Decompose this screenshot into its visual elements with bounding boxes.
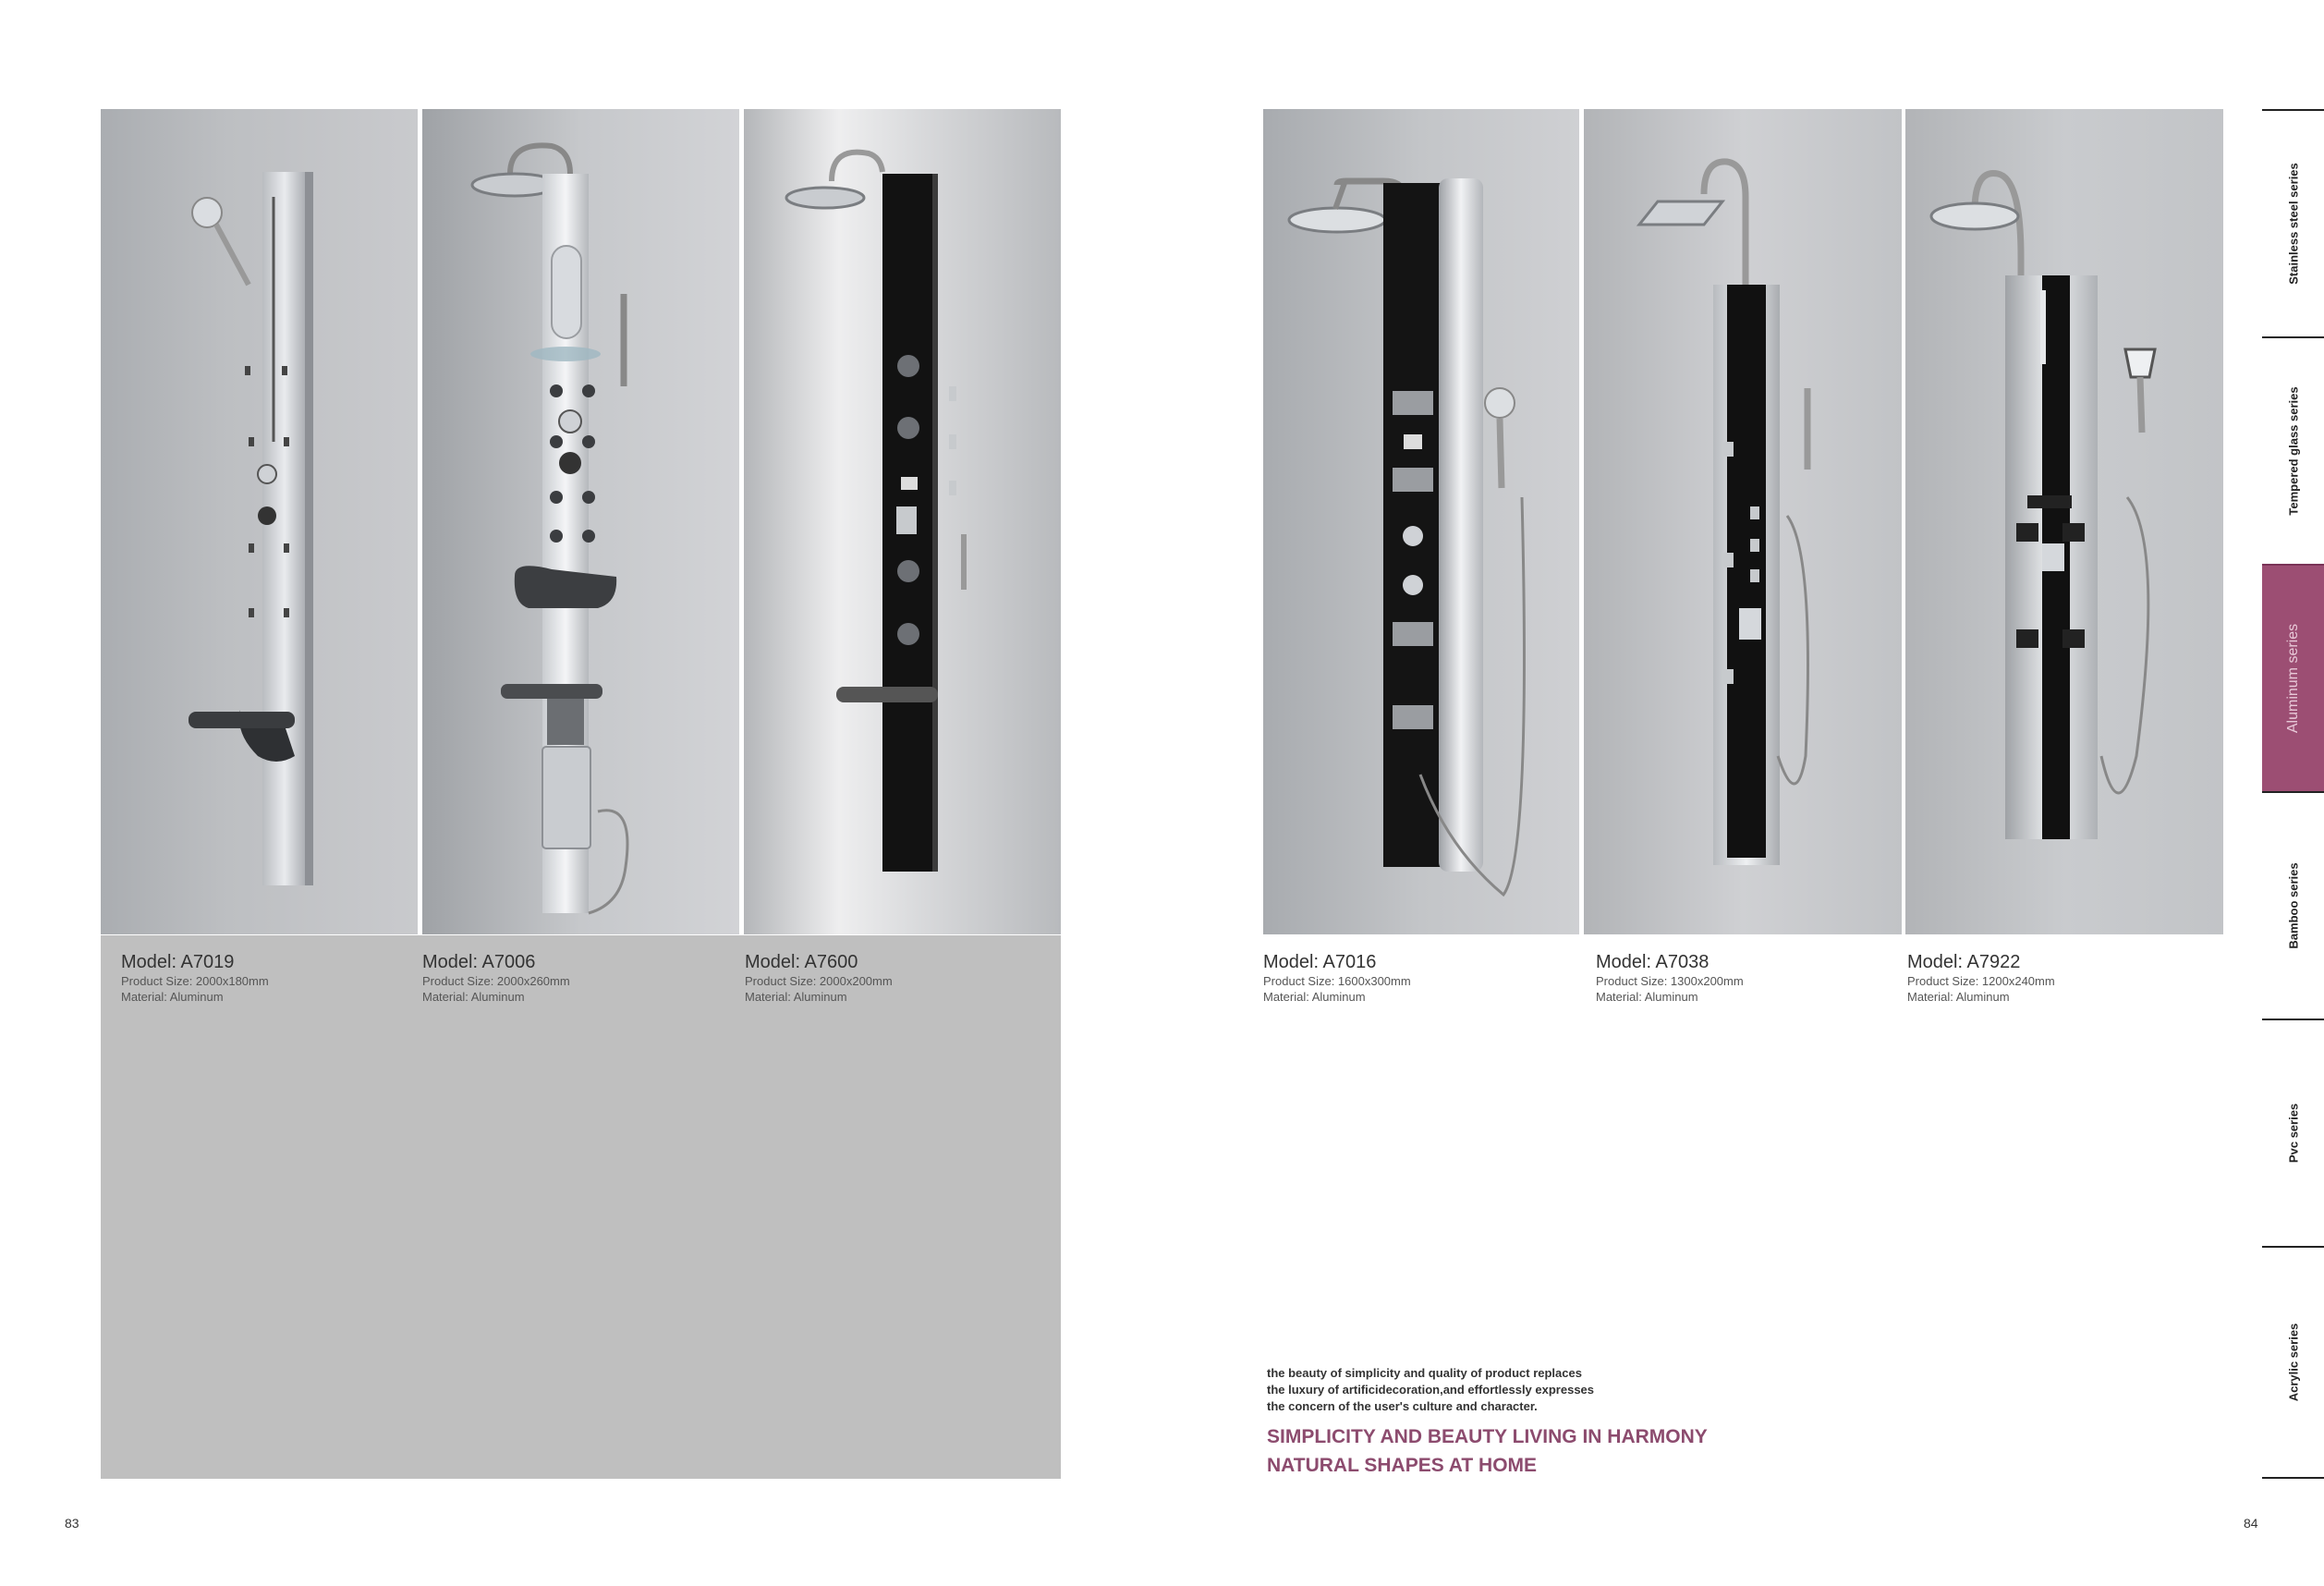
- product-photo-a7600: [744, 109, 1061, 934]
- product-photo-a7019: [101, 109, 418, 934]
- tagline-line: the luxury of artificidecoration,and effortlessly expresses: [1267, 1383, 1595, 1397]
- product-caption-a7922: [1907, 951, 2203, 1005]
- model-label: Model: A7600: [745, 952, 858, 972]
- tab-bamboo-series[interactable]: [2262, 791, 2324, 1019]
- page-number-right: 84: [2244, 1516, 2258, 1531]
- product-photo-a7016: [1263, 109, 1579, 934]
- tab-aluminum-series[interactable]: [2262, 564, 2324, 791]
- tagline-description: [1267, 1365, 1747, 1415]
- model-label: Model: A7019: [121, 952, 235, 972]
- product-photo-a7038: [1584, 109, 1902, 934]
- product-size: Product Size: 2000x180mm: [121, 974, 269, 988]
- tab-label: Pvc series: [2286, 1103, 2300, 1164]
- tab-pvc-series[interactable]: [2262, 1019, 2324, 1246]
- series-tab-bar: [2262, 109, 2324, 1479]
- product-caption-a7019: [121, 951, 417, 1005]
- headline-line: NATURAL SHAPES AT HOME: [1267, 1455, 1538, 1476]
- model-label: Model: A7922: [1907, 952, 2021, 972]
- product-size: Product Size: 1200x240mm: [1907, 974, 2055, 988]
- model-label: Model: A7038: [1596, 952, 1710, 972]
- tab-acrylic-series[interactable]: [2262, 1246, 2324, 1479]
- page-number-left: 83: [65, 1516, 79, 1531]
- tab-tempered-glass-series[interactable]: [2262, 336, 2324, 564]
- product-material: Material: Aluminum: [422, 990, 525, 1004]
- tab-label: Aluminum series: [2284, 623, 2301, 734]
- tab-label: Tempered glass series: [2286, 386, 2300, 516]
- model-label: Model: A7006: [422, 952, 536, 972]
- tagline-line: the concern of the user's culture and character.: [1267, 1399, 1538, 1413]
- product-caption-a7016: [1263, 951, 1559, 1005]
- model-label: Model: A7016: [1263, 952, 1377, 972]
- product-material: Material: Aluminum: [1907, 990, 2010, 1004]
- product-size: Product Size: 2000x260mm: [422, 974, 570, 988]
- product-caption-a7038: [1596, 951, 1892, 1005]
- tagline-headline: [1267, 1422, 1708, 1480]
- headline-line: SIMPLICITY AND BEAUTY LIVING IN HARMONY: [1267, 1426, 1708, 1447]
- tab-label: Acrylic series: [2286, 1323, 2300, 1402]
- product-caption-a7006: [422, 951, 718, 1005]
- product-size: Product Size: 1300x200mm: [1596, 974, 1744, 988]
- product-material: Material: Aluminum: [1596, 990, 1698, 1004]
- product-caption-a7600: [745, 951, 1040, 1005]
- product-size: Product Size: 2000x200mm: [745, 974, 893, 988]
- left-page-background-block: [101, 935, 1061, 1479]
- tab-label: Bamboo series: [2286, 862, 2300, 949]
- product-material: Material: Aluminum: [745, 990, 847, 1004]
- product-size: Product Size: 1600x300mm: [1263, 974, 1411, 988]
- product-photo-a7006: [422, 109, 739, 934]
- tagline-line: the beauty of simplicity and quality of product replaces: [1267, 1366, 1582, 1380]
- product-material: Material: Aluminum: [1263, 990, 1366, 1004]
- product-material: Material: Aluminum: [121, 990, 224, 1004]
- tab-label: Stainless steel series: [2286, 163, 2300, 285]
- product-photo-a7922: [1905, 109, 2223, 934]
- tab-stainless-steel-series[interactable]: [2262, 109, 2324, 336]
